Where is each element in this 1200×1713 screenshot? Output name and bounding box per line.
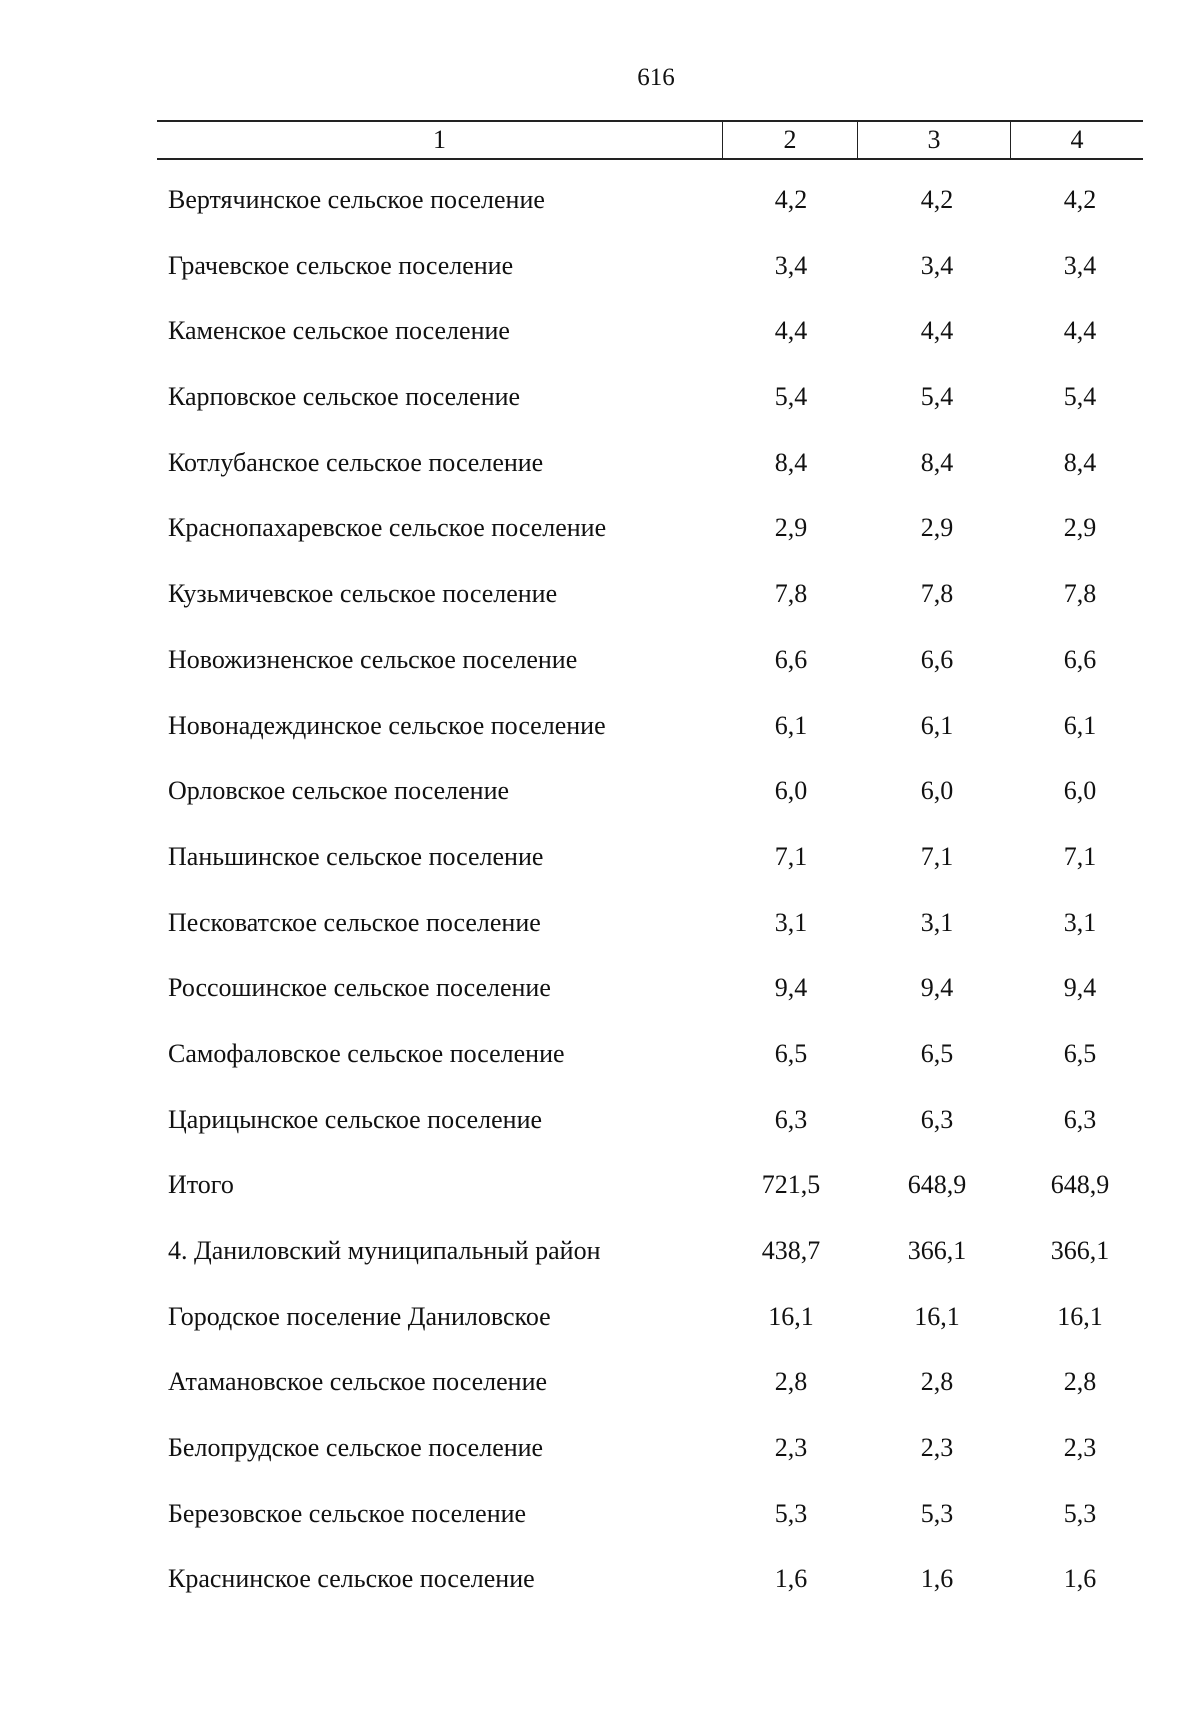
row-value-col-2: 2,9 — [774, 513, 808, 543]
row-name: Новожизненское сельское поселение — [168, 644, 578, 674]
row-name: Городское поселение Даниловское — [168, 1301, 551, 1331]
row-value-col-3: 3,4 — [920, 250, 954, 280]
row-value-col-2: 5,3 — [774, 1498, 808, 1528]
row-value-col-3: 4,2 — [920, 185, 954, 214]
row-value-col-4: 2,3 — [1063, 1433, 1097, 1463]
row-value-col-4: 5,3 — [1063, 1498, 1097, 1528]
row-value-col-4: 2,9 — [1063, 513, 1097, 543]
row-value-col-4: 16,1 — [1057, 1301, 1103, 1331]
row-value-col-3: 16,1 — [914, 1301, 960, 1331]
row-value-col-4: 366,1 — [1050, 1236, 1110, 1265]
row-value-col-4: 6,0 — [1063, 776, 1097, 806]
row-value-col-4: 648,9 — [1050, 1170, 1110, 1200]
row-name: Итого — [168, 1170, 234, 1200]
row-name: Краснопахаревское сельское поселение — [168, 513, 607, 543]
row-value-col-4: 4,2 — [1063, 185, 1097, 214]
row-name: Россошинское сельское поселение — [168, 973, 551, 1003]
table-row — [0, 1091, 1200, 1157]
row-name: 4. Даниловский муниципальный район — [168, 1236, 601, 1265]
row-name: Котлубанское сельское поселение — [168, 447, 544, 477]
row-value-col-4: 4,4 — [1063, 316, 1097, 346]
table-row — [0, 1485, 1200, 1551]
table-row — [0, 499, 1200, 565]
row-value-col-4: 9,4 — [1063, 973, 1097, 1003]
table-row — [0, 302, 1200, 368]
row-value-col-4: 6,6 — [1063, 644, 1097, 674]
row-name: Карповское сельское поселение — [168, 382, 521, 412]
row-value-col-3: 6,3 — [920, 1104, 954, 1134]
row-value-col-3: 4,4 — [920, 316, 954, 346]
row-name: Краснинское сельское поселение — [168, 1564, 535, 1594]
column-header-3: 3 — [858, 122, 1011, 158]
row-value-col-4: 2,8 — [1063, 1367, 1097, 1397]
column-header-4: 4 — [1070, 125, 1084, 154]
row-name: Орловское сельское поселение — [168, 776, 510, 806]
row-value-col-3: 648,9 — [907, 1170, 967, 1200]
row-name: Кузьмичевское сельское поселение — [168, 579, 558, 609]
row-value-col-2: 8,4 — [774, 447, 808, 477]
row-value-col-3: 1,6 — [920, 1564, 954, 1594]
page-number: 616 — [637, 64, 675, 91]
row-value-col-4: 3,1 — [1063, 907, 1097, 937]
table-row — [0, 368, 1200, 434]
row-value-col-3: 5,3 — [920, 1498, 954, 1528]
row-name: Песковатское сельское поселение — [168, 907, 541, 937]
row-value-col-3: 2,9 — [920, 513, 954, 543]
row-value-col-2: 7,8 — [774, 579, 808, 609]
row-value-col-3: 7,8 — [920, 579, 954, 609]
row-value-col-2: 16,1 — [768, 1301, 814, 1331]
table-row — [0, 894, 1200, 960]
row-value-col-2: 6,5 — [774, 1038, 808, 1068]
table-row — [0, 631, 1200, 697]
row-value-col-3: 9,4 — [920, 973, 954, 1003]
row-value-col-3: 6,0 — [920, 776, 954, 806]
row-value-col-3: 6,5 — [920, 1038, 954, 1068]
row-value-col-2: 2,8 — [774, 1367, 808, 1397]
row-value-col-3: 2,8 — [920, 1367, 954, 1397]
table-row — [0, 1419, 1200, 1485]
row-value-col-2: 3,4 — [774, 250, 808, 280]
table-row — [0, 1353, 1200, 1419]
row-value-col-3: 6,6 — [920, 644, 954, 674]
row-value-col-2: 5,4 — [774, 382, 808, 412]
row-name: Атамановское сельское поселение — [168, 1367, 548, 1397]
row-value-col-4: 6,5 — [1063, 1038, 1097, 1068]
row-name: Белопрудское сельское поселение — [168, 1433, 544, 1463]
row-value-col-4: 6,1 — [1063, 710, 1097, 740]
row-value-col-2: 9,4 — [774, 973, 808, 1003]
row-value-col-4: 5,4 — [1063, 382, 1097, 412]
row-value-col-2: 438,7 — [761, 1236, 821, 1265]
table-body — [0, 171, 1200, 1616]
table-row — [0, 1025, 1200, 1091]
row-value-col-3: 366,1 — [907, 1236, 967, 1265]
table-row — [0, 828, 1200, 894]
row-value-col-2: 4,2 — [774, 185, 808, 214]
row-value-col-2: 4,4 — [774, 316, 808, 346]
row-value-col-2: 6,3 — [774, 1104, 808, 1134]
row-value-col-2: 2,3 — [774, 1433, 808, 1463]
row-value-col-2: 1,6 — [774, 1564, 808, 1594]
row-name: Самофаловское сельское поселение — [168, 1038, 565, 1068]
table-row — [0, 565, 1200, 631]
row-value-col-4: 8,4 — [1063, 447, 1097, 477]
row-value-col-3: 3,1 — [920, 907, 954, 937]
row-value-col-2: 6,0 — [774, 776, 808, 806]
row-name: Каменское сельское поселение — [168, 316, 510, 346]
table-row — [0, 237, 1200, 303]
row-name: Березовское сельское поселение — [168, 1498, 527, 1528]
table-row — [0, 697, 1200, 763]
table-row — [0, 959, 1200, 1025]
row-name: Царицынское сельское поселение — [168, 1104, 543, 1134]
row-value-col-4: 3,4 — [1063, 250, 1097, 280]
table-row — [0, 1550, 1200, 1616]
table-row — [0, 1156, 1200, 1222]
row-value-col-3: 7,1 — [920, 841, 954, 871]
column-header-2: 2 — [723, 122, 858, 158]
row-name: Вертячинское сельское поселение — [168, 185, 545, 214]
row-value-col-3: 5,4 — [920, 382, 954, 412]
table-row — [0, 171, 1200, 237]
table-row — [0, 434, 1200, 500]
row-value-col-3: 6,1 — [920, 710, 954, 740]
row-value-col-2: 6,1 — [774, 710, 808, 740]
row-value-col-2: 721,5 — [761, 1170, 821, 1200]
row-name: Паньшинское сельское поселение — [168, 841, 544, 871]
row-value-col-2: 3,1 — [774, 907, 808, 937]
table-header — [157, 120, 1143, 160]
column-header-1: 1 — [157, 122, 723, 158]
row-value-col-3: 8,4 — [920, 447, 954, 477]
row-value-col-4: 7,1 — [1063, 841, 1097, 871]
row-name: Грачевское сельское поселение — [168, 250, 514, 280]
row-name: Новонадеждинское сельское поселение — [168, 710, 606, 740]
row-value-col-4: 1,6 — [1063, 1564, 1097, 1594]
row-value-col-2: 6,6 — [774, 644, 808, 674]
table-row — [0, 1288, 1200, 1354]
table-row — [0, 762, 1200, 828]
row-value-col-4: 6,3 — [1063, 1104, 1097, 1134]
row-value-col-2: 7,1 — [774, 841, 808, 871]
row-value-col-4: 7,8 — [1063, 579, 1097, 609]
table-row — [0, 1222, 1200, 1288]
row-value-col-3: 2,3 — [920, 1433, 954, 1463]
